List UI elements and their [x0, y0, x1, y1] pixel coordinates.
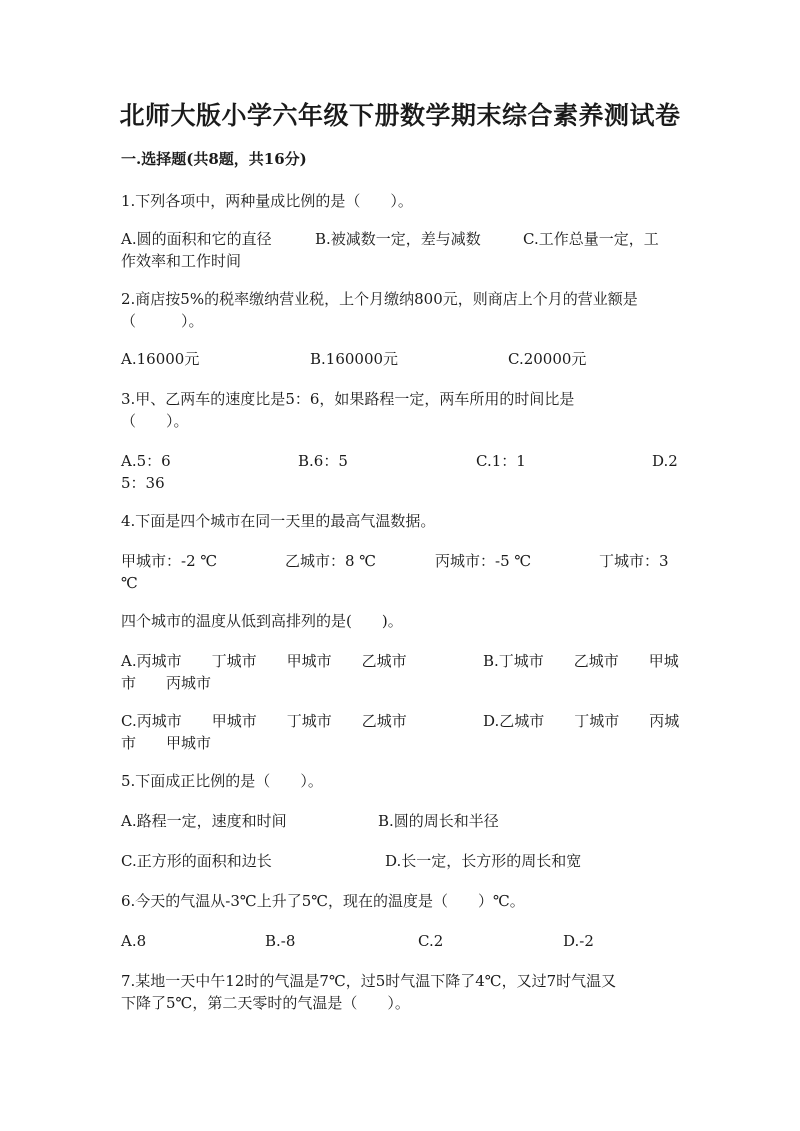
question-4-option-d-cont: 市 甲城市: [121, 734, 212, 752]
question-7-stem: 7.某地一天中午12时的气温是7℃，过5时气温下降了4℃，又过7时气温又: [121, 972, 617, 990]
city-ding-temp: 丁城市：3: [599, 552, 669, 570]
question-4-option-d: D.乙城市 丁城市 丙城: [483, 712, 680, 730]
question-1-option-b: B.被减数一定，差与减数: [315, 230, 481, 248]
exam-title: 北师大版小学六年级下册数学期末综合素养测试卷: [119, 101, 681, 130]
question-3-option-b: B.6：5: [298, 452, 348, 470]
question-3-option-d: D.2: [652, 452, 678, 470]
question-4-option-c: C.丙城市 甲城市 丁城市 乙城市: [121, 712, 407, 730]
question-2-option-a: A.16000元: [121, 350, 200, 368]
city-bing-temp: 丙城市：-5 ℃: [435, 552, 532, 570]
question-4-stem: 4.下面是四个城市在同一天里的最高气温数据。: [121, 512, 436, 530]
question-3-stem-cont: （ ）。: [121, 412, 189, 430]
question-5-option-d: D.长一定，长方形的周长和宽: [385, 852, 582, 870]
question-2-stem: 2.商店按5%的税率缴纳营业税，上个月缴纳800元，则商店上个月的营业额是: [121, 290, 638, 308]
question-6-option-b: B.-8: [265, 932, 296, 950]
question-5-option-b: B.圆的周长和半径: [378, 812, 499, 830]
question-4-ask: 四个城市的温度从低到高排列的是( )。: [121, 612, 403, 630]
city-jia-temp: 甲城市：-2 ℃: [121, 552, 218, 570]
question-6-option-a: A.8: [121, 932, 147, 950]
question-5-option-a: A.路程一定，速度和时间: [121, 812, 287, 830]
question-7-stem-cont: 下降了5℃，第二天零时的气温是（ ）。: [121, 994, 410, 1012]
question-1-option-a: A.圆的面积和它的直径: [121, 230, 272, 248]
question-6-option-c: C.2: [418, 932, 444, 950]
question-3-option-c: C.1：1: [476, 452, 526, 470]
question-6-option-d: D.-2: [563, 932, 594, 950]
city-yi-temp: 乙城市：8 ℃: [285, 552, 377, 570]
question-2-option-b: B.160000元: [310, 350, 399, 368]
question-3-option-d-cont: 5：36: [121, 474, 165, 492]
question-3-stem: 3.甲、乙两车的速度比是5：6，如果路程一定，两车所用的时间比是: [121, 390, 575, 408]
question-6-stem: 6.今天的气温从-3℃上升了5℃，现在的温度是（ ）℃。: [121, 892, 525, 910]
question-2-option-c: C.20000元: [508, 350, 587, 368]
question-1-stem: 1.下列各项中，两种量成比例的是（ ）。: [121, 192, 413, 210]
question-1-option-c-cont: 作效率和工作时间: [121, 252, 242, 270]
question-5-option-c: C.正方形的面积和边长: [121, 852, 272, 870]
question-4-option-b: B.丁城市 乙城市 甲城: [483, 652, 679, 670]
section-heading: 一.选择题(共8题，共16分): [121, 150, 307, 168]
question-5-stem: 5.下面成正比例的是（ ）。: [121, 772, 323, 790]
city-ding-temp-cont: ℃: [121, 574, 138, 592]
question-4-option-a: A.丙城市 丁城市 甲城市 乙城市: [121, 652, 407, 670]
question-1-option-c: C.工作总量一定，工: [523, 230, 659, 248]
question-2-stem-cont: （ ）。: [121, 312, 204, 330]
question-3-option-a: A.5：6: [121, 452, 171, 470]
question-4-option-b-cont: 市 丙城市: [121, 674, 212, 692]
